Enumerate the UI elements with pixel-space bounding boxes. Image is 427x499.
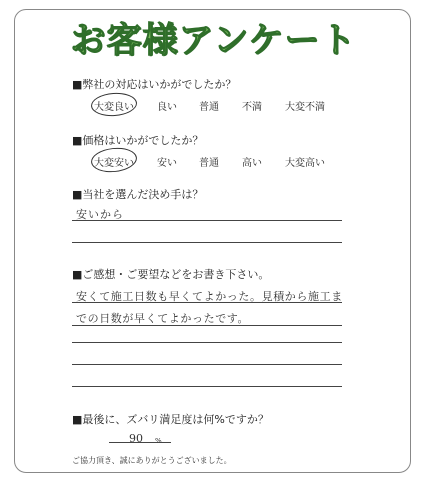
footer-thanks: ご協力頂き、誠にありがとうございました。 — [72, 456, 232, 465]
survey-title: お客様アンケート — [70, 21, 357, 61]
option-service-3[interactable]: 普通 — [199, 102, 219, 113]
option-price-5[interactable]: 大変高い — [285, 158, 325, 169]
answer-comments-line1[interactable]: 安くて施工日数も早くてよかった。見積から施工ま — [76, 290, 343, 303]
answer-line — [72, 220, 342, 221]
satisfaction-line — [109, 442, 171, 443]
answer-line — [72, 325, 342, 326]
question-satisfaction: ■最後に、ズバリ満足度は何%ですか？ — [72, 413, 269, 426]
option-price-1[interactable]: 大変安い — [94, 158, 134, 169]
question-service: ■弊社の対応はいかがでしたか？ — [72, 78, 237, 91]
answer-reason[interactable]: 安いから — [76, 208, 124, 221]
option-service-5[interactable]: 大変不満 — [285, 102, 325, 113]
answer-comments-line2[interactable]: での日数が早くてよかったです。 — [76, 312, 250, 325]
answer-line — [72, 342, 342, 343]
answer-line — [72, 302, 342, 303]
option-service-2[interactable]: 良い — [157, 102, 177, 113]
options-service — [0, 98, 427, 112]
answer-line — [72, 386, 342, 387]
question-price: ■価格はいかがでしたか？ — [72, 134, 204, 147]
option-price-2[interactable]: 安い — [157, 158, 177, 169]
satisfaction-value[interactable]: 90 — [129, 432, 143, 445]
options-price — [0, 154, 427, 168]
question-reason: ■当社を選んだ決め手は？ — [72, 188, 204, 201]
question-comments: ■ご感想・ご要望などをお書き下さい。 — [72, 268, 270, 281]
satisfaction-unit: % — [155, 437, 162, 445]
answer-line — [72, 364, 342, 365]
option-service-4[interactable]: 不満 — [242, 102, 262, 113]
option-price-4[interactable]: 高い — [242, 158, 262, 169]
option-service-1[interactable]: 大変良い — [94, 102, 134, 113]
option-price-3[interactable]: 普通 — [199, 158, 219, 169]
answer-line — [72, 242, 342, 243]
